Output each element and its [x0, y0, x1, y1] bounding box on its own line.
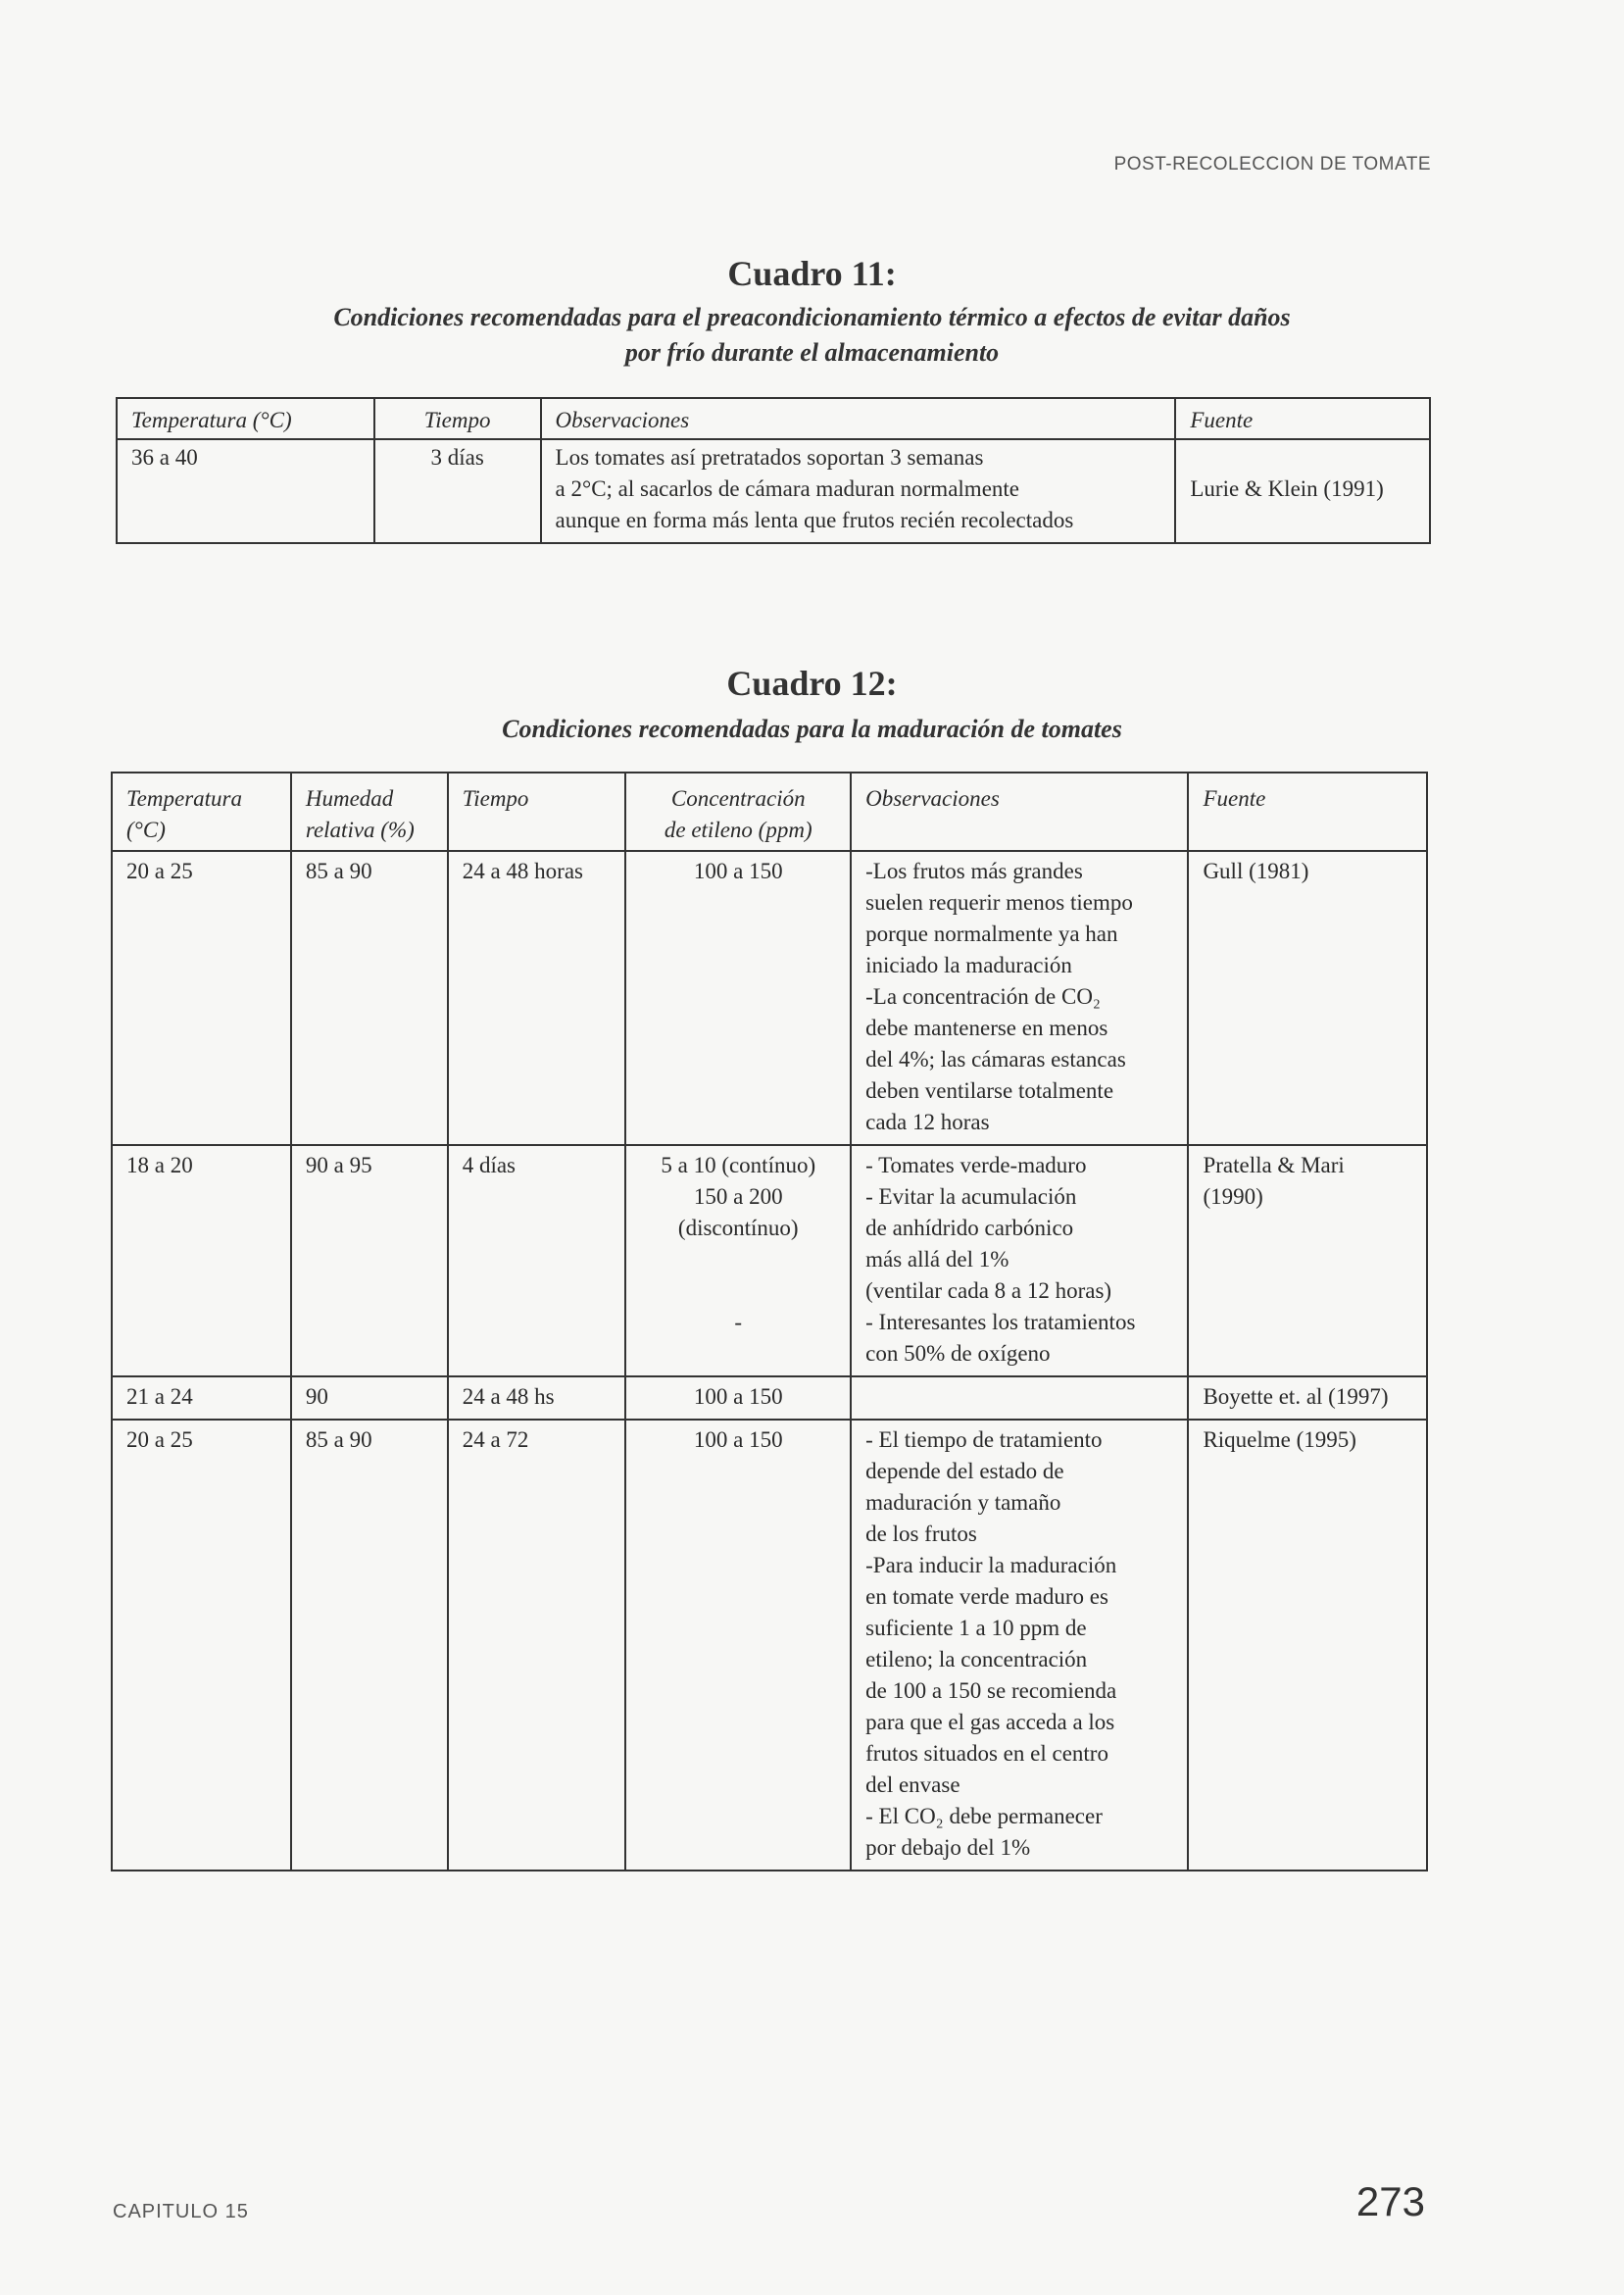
table-cell: 20 a 25	[112, 1420, 291, 1871]
cuadro12-title: Cuadro 12:	[726, 664, 898, 703]
chapter-label: CAPITULO 15	[113, 2201, 249, 2222]
table-cell	[851, 1376, 1188, 1420]
table-cell: 90 a 95	[291, 1145, 448, 1376]
table-cell: -Los frutos más grandes suelen requerir menos tiempo porque normalmente ya han iniciado la maduración -La concentración de CO₂ debe mantenerse en menos del 4%; las cámaras estancas deben ventilarse totalmente cada 12 horas	[851, 851, 1188, 1145]
column-header: Temperatura (°C)	[112, 773, 291, 851]
cuadro11-title: Cuadro 11:	[727, 254, 897, 293]
table-cell: 20 a 25	[112, 851, 291, 1145]
table-header-row	[112, 773, 1427, 851]
table-row	[112, 1376, 1427, 1420]
table-header-row	[117, 398, 1430, 439]
table-cell: Pratella & Mari (1990)	[1188, 1145, 1427, 1376]
table-cell: 36 a 40	[117, 439, 374, 543]
column-header: Tiempo	[374, 398, 541, 439]
cuadro11-table	[116, 397, 1431, 544]
table-row	[117, 439, 1430, 543]
table-cell: - El tiempo de tratamiento depende del estado de maduración y tamaño de los frutos -Para inducir la maduración en tomate verde maduro es suficiente 1 a 10 ppm de etileno; la concentración de 100 a 150 se recomienda para que el gas acceda a los frutos situados en el centro del envase - El CO₂ debe permanecer por debajo del 1%	[851, 1420, 1188, 1871]
column-header: Fuente	[1188, 773, 1427, 851]
column-header: Temperatura (°C)	[117, 398, 374, 439]
column-header: Humedad relativa (%)	[291, 773, 448, 851]
column-header: Concentración de etileno (ppm)	[625, 773, 851, 851]
table-cell: 21 a 24	[112, 1376, 291, 1420]
cuadro12-subtitle: Condiciones recomendadas para la maduración de tomates	[502, 715, 1122, 743]
table-cell: Riquelme (1995)	[1188, 1420, 1427, 1871]
table-cell: 100 a 150	[625, 1376, 851, 1420]
page-number: 273	[1355, 2178, 1425, 2224]
table-cell: 85 a 90	[291, 1420, 448, 1871]
column-header: Fuente	[1175, 398, 1430, 439]
table-cell: 4 días	[448, 1145, 626, 1376]
table-cell: 5 a 10 (contínuo) 150 a 200 (discontínuo) -	[625, 1145, 851, 1376]
table-row	[112, 851, 1427, 1145]
table-cell: 90	[291, 1376, 448, 1420]
table-cell: Lurie & Klein (1991)	[1175, 439, 1430, 543]
table-cell: 24 a 72	[448, 1420, 626, 1871]
table-row	[112, 1420, 1427, 1871]
table-row	[112, 1145, 1427, 1376]
cuadro11-subtitle: Condiciones recomendadas para el preacondicionamiento térmico a efectos de evitar daños por frío durante el almacenamiento	[333, 303, 1291, 367]
table-cell: 24 a 48 horas	[448, 851, 626, 1145]
table-cell: 3 días	[374, 439, 541, 543]
column-header: Observaciones	[541, 398, 1176, 439]
cuadro12-table	[111, 772, 1428, 1871]
table-cell: 100 a 150	[625, 851, 851, 1145]
table-cell: - Tomates verde-maduro - Evitar la acumulación de anhídrido carbónico más allá del 1% (ventilar cada 8 a 12 horas) - Interesantes los tratamientos con 50% de oxígeno	[851, 1145, 1188, 1376]
column-header: Observaciones	[851, 773, 1188, 851]
table-cell: 85 a 90	[291, 851, 448, 1145]
table-cell: 100 a 150	[625, 1420, 851, 1871]
column-header: Tiempo	[448, 773, 626, 851]
running-head: POST-RECOLECCION DE TOMATE	[1113, 154, 1431, 175]
table-cell: Gull (1981)	[1188, 851, 1427, 1145]
table-cell: Boyette et. al (1997)	[1188, 1376, 1427, 1420]
table-cell: Los tomates así pretratados soportan 3 semanas a 2°C; al sacarlos de cámara maduran normalmente aunque en forma más lenta que frutos recién recolectados	[541, 439, 1176, 543]
table-cell: 18 a 20	[112, 1145, 291, 1376]
table-cell: 24 a 48 hs	[448, 1376, 626, 1420]
